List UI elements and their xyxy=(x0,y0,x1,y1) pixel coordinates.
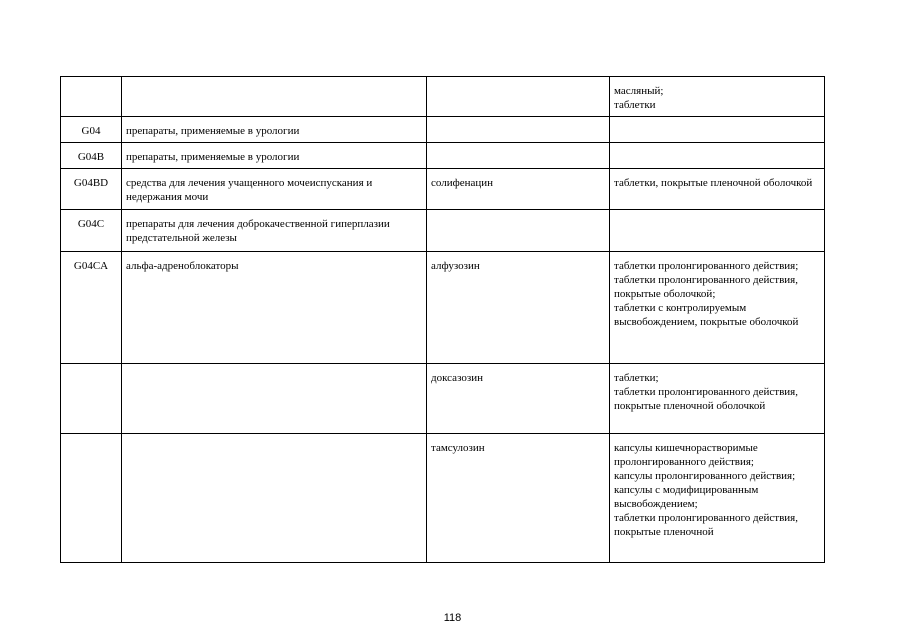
page-number: 118 xyxy=(443,612,462,624)
drug-name-cell: тамсулозин xyxy=(427,434,610,563)
table-row xyxy=(61,117,825,143)
drug-name-cell xyxy=(427,210,610,252)
drug-name-cell: доксазозин xyxy=(427,364,610,434)
group-cell: препараты, применяемые в урологии xyxy=(122,117,427,143)
atc-code-cell xyxy=(61,364,122,434)
table-row xyxy=(61,364,825,434)
atc-code-cell: G04B xyxy=(61,143,122,169)
atc-code-cell xyxy=(61,434,122,563)
dosage-form-cell: масляный; таблетки xyxy=(610,77,825,117)
dosage-form-cell xyxy=(610,117,825,143)
dosage-form-cell: таблетки; таблетки пролонгированного действия, покрытые пленочной оболочкой xyxy=(610,364,825,434)
group-cell: препараты для лечения доброкачественной гиперплазии предстательной железы xyxy=(122,210,427,252)
table-row xyxy=(61,210,825,252)
drug-table xyxy=(60,76,825,563)
group-cell: средства для лечения учащенного мочеиспускания и недержания мочи xyxy=(122,169,427,210)
dosage-form-cell xyxy=(610,143,825,169)
drug-name-cell: солифенацин xyxy=(427,169,610,210)
dosage-form-cell xyxy=(610,210,825,252)
drug-name-cell xyxy=(427,77,610,117)
atc-code-cell xyxy=(61,77,122,117)
table-row xyxy=(61,143,825,169)
drug-name-cell xyxy=(427,117,610,143)
group-cell xyxy=(122,434,427,563)
dosage-form-cell: таблетки, покрытые пленочной оболочкой xyxy=(610,169,825,210)
drug-name-cell: алфузозин xyxy=(427,252,610,364)
atc-code-cell: G04CA xyxy=(61,252,122,364)
group-cell xyxy=(122,77,427,117)
group-cell: препараты, применяемые в урологии xyxy=(122,143,427,169)
table-row xyxy=(61,77,825,117)
table-row xyxy=(61,169,825,210)
atc-code-cell: G04BD xyxy=(61,169,122,210)
dosage-form-cell: капсулы кишечнорастворимые пролонгированного действия; капсулы пролонгированного действия; капсулы с модифицированным высвобождением; таблетки пролонгированного действия, покрытые пленочной xyxy=(610,434,825,563)
dosage-form-cell: таблетки пролонгированного действия; таблетки пролонгированного действия, покрытые оболочкой; таблетки с контролируемым высвобождением, покрытые оболочкой xyxy=(610,252,825,364)
atc-code-cell: G04C xyxy=(61,210,122,252)
drug-name-cell xyxy=(427,143,610,169)
table-row xyxy=(61,434,825,563)
group-cell xyxy=(122,364,427,434)
atc-code-cell: G04 xyxy=(61,117,122,143)
group-cell: альфа-адреноблокаторы xyxy=(122,252,427,364)
table-row xyxy=(61,252,825,364)
